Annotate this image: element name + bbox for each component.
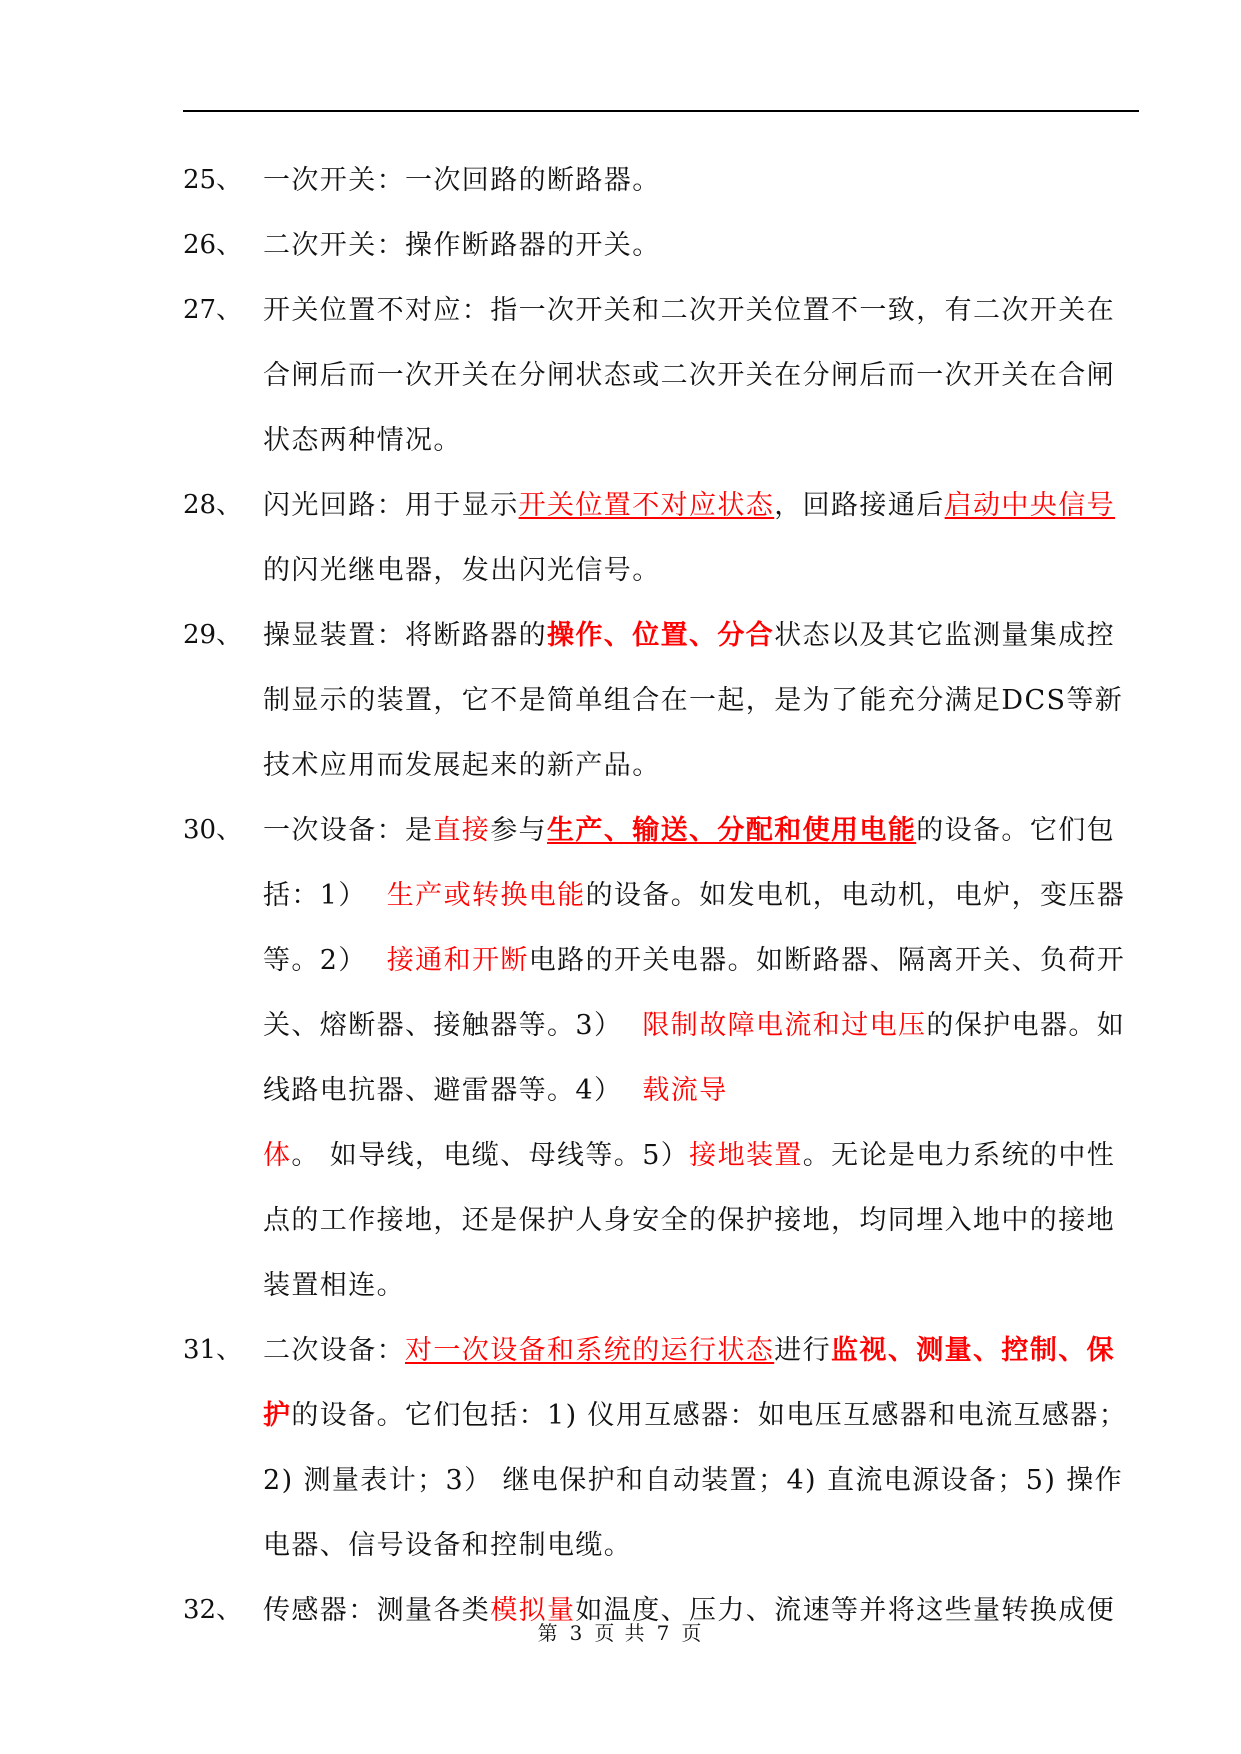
text-segment: 一次开关：一次回路的断路器。	[263, 165, 661, 196]
highlight: 生产或转换电能	[386, 880, 586, 911]
highlight-bold: 操作、位置、分合	[547, 620, 775, 651]
text-segment: 状态以及其它监测量集成控制显示的装置，它不是简单组合在一起，是为了能充分满足DCS等新技术应用而发展起来的新产品。	[263, 620, 1124, 781]
text-segment: 传感器：测量各类	[263, 1595, 491, 1626]
page-footer	[0, 1617, 1241, 1646]
text-segment: 二次设备：	[263, 1335, 405, 1366]
item-text	[263, 473, 1143, 603]
item-text	[263, 278, 1143, 473]
text-segment: 的设备。它们包括：1) 仪用互感器：如电压互感器和电流互感器；2) 测量表计；3） 继电保护和自动装置；4) 直流电源设备；5) 操作电器、信号设备和控制电缆。	[263, 1400, 1128, 1561]
highlight-underlined: 开关位置不对应状态	[518, 490, 775, 521]
text-segment: 参与	[490, 815, 548, 846]
text-segment: 电路的开关电器。如断路器、隔离开关、负荷开关、熔断器、接触器等。3）	[263, 945, 1126, 1041]
item-number: 26、	[183, 230, 243, 260]
item-text	[263, 1318, 1143, 1578]
highlight: 直接	[433, 815, 491, 846]
footer-suffix: 页	[681, 1621, 704, 1645]
highlight: 接通和开断	[386, 945, 529, 976]
page-number: 3	[569, 1621, 585, 1645]
highlight: 限制故障电流和过电压	[642, 1010, 927, 1041]
header-rule	[183, 110, 1139, 112]
item-text	[263, 213, 1143, 278]
text-segment: 的设备。它们包括：1）	[263, 815, 1116, 911]
list-item-31	[183, 1318, 1143, 1578]
item-number: 31、	[183, 1335, 243, 1365]
text-segment: 的闪光继电器，发出闪光信号。	[263, 555, 661, 586]
text-segment: 一次设备：是	[263, 815, 434, 846]
text-segment: 如温度、压力、流速等并将这些量转换成便	[575, 1595, 1116, 1626]
highlight-underlined: 对一次设备和系统的运行状态	[405, 1335, 775, 1366]
item-number: 27、	[183, 295, 243, 325]
item-number: 29、	[183, 620, 243, 650]
item-number: 32、	[183, 1595, 243, 1625]
text-segment: 。无论是电力系统的中性点的工作接地，还是保护人身安全的保护接地，均同埋入地中的接地装置相连。	[263, 1140, 1116, 1301]
text-segment: 操显装置：将断路器的	[263, 620, 547, 651]
text-segment: 的设备。如发电机，电动机，电炉，变压器等。2）	[263, 880, 1126, 976]
text-segment: 开关位置不对应：指一次开关和二次开关位置不一致，有二次开关在合闸后而一次开关在分闸状态或二次开关在分闸后而一次开关在合闸状态两种情况。	[263, 295, 1115, 456]
total-pages: 7	[656, 1621, 672, 1645]
document-body	[183, 148, 1143, 1643]
item-number: 25、	[183, 165, 243, 195]
list-item-26	[183, 213, 1143, 278]
footer-middle: 页 共	[594, 1621, 647, 1645]
item-number: 30、	[183, 815, 243, 845]
text-segment: 。 如导线，电缆、母线等。5）	[291, 1140, 690, 1171]
footer-prefix: 第	[537, 1621, 560, 1645]
item-text	[263, 148, 1143, 213]
list-item-25	[183, 148, 1143, 213]
text-segment: 二次开关：操作断路器的开关。	[263, 230, 661, 261]
text-segment: 进行	[774, 1335, 832, 1366]
text-segment: 闪光回路：用于显示	[263, 490, 519, 521]
text-segment: ，回路接通后	[774, 490, 945, 521]
list-item-27	[183, 278, 1143, 473]
item-text	[263, 798, 1143, 1318]
highlight-bold-underlined: 生产、输送、分配和使用电能	[547, 815, 917, 846]
highlight-underlined: 启动中央信号	[944, 490, 1116, 521]
item-number: 28、	[183, 490, 243, 520]
highlight: 载流导体	[263, 1075, 728, 1171]
text-segment: 的保护电器。如线路电抗器、避雷器等。4）	[263, 1010, 1126, 1106]
highlight-bold: 监视、测量、控制、保护	[263, 1335, 1116, 1431]
list-item-29	[183, 603, 1143, 798]
list-item-30	[183, 798, 1143, 1318]
item-text	[263, 603, 1143, 798]
highlight: 接地装置	[689, 1140, 803, 1171]
list-item-28	[183, 473, 1143, 603]
highlight: 模拟量	[490, 1595, 576, 1626]
